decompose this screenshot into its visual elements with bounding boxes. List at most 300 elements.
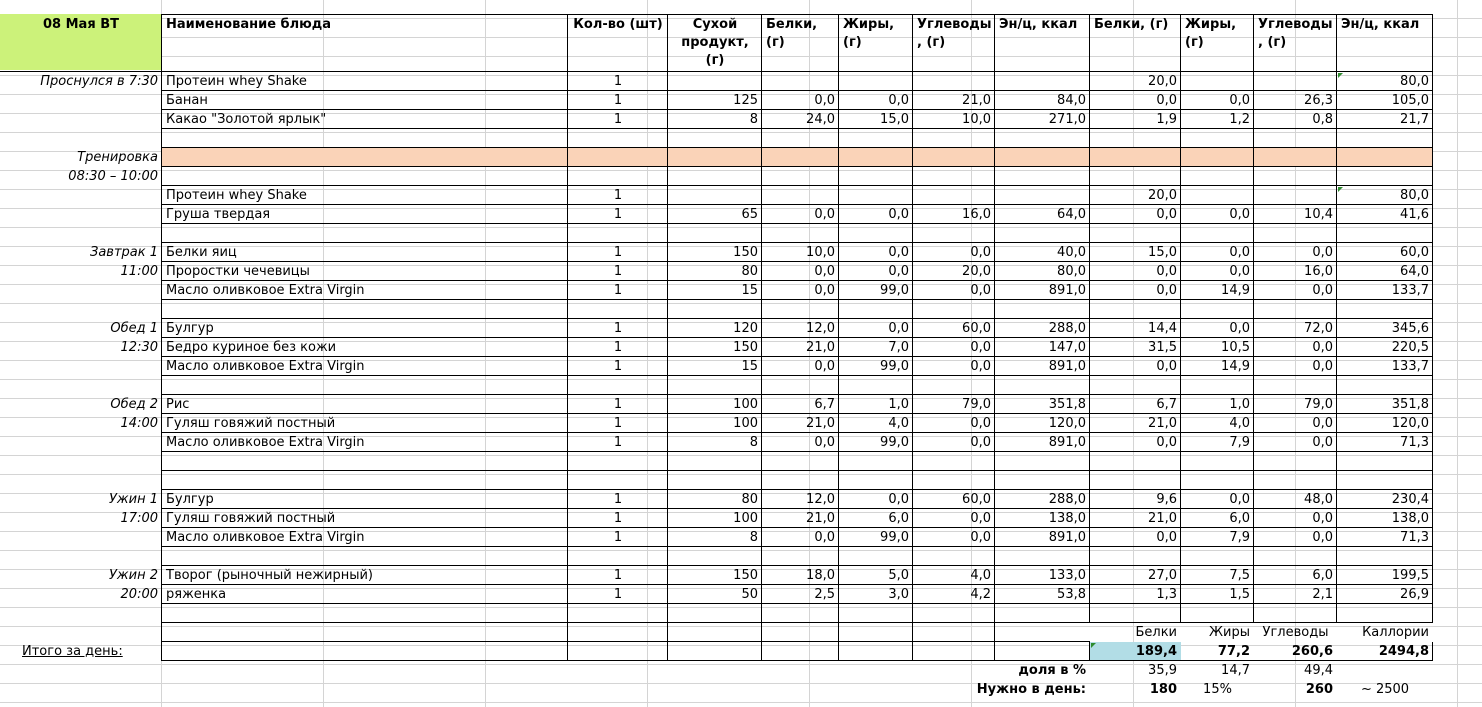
cell-p[interactable]: 0,0	[814, 264, 835, 279]
cell-label[interactable]: Обед 2	[110, 397, 158, 412]
cell-e[interactable]: 120,0	[1048, 416, 1086, 431]
cell-p[interactable]: 18,0	[806, 568, 835, 583]
cell-e[interactable]	[995, 167, 1090, 186]
cell-label[interactable]	[0, 224, 162, 243]
cell-p[interactable]	[762, 376, 839, 395]
cell-tc[interactable]	[1254, 186, 1337, 205]
cell-tp[interactable]: 0,0	[1156, 207, 1177, 222]
cell-te[interactable]: 26,9	[1400, 587, 1429, 602]
cell-tp[interactable]	[1090, 129, 1181, 148]
cell-label[interactable]	[0, 357, 162, 376]
cell-e[interactable]: 80,0	[1057, 264, 1086, 279]
cell-f[interactable]: 7,0	[888, 340, 909, 355]
cell-tp[interactable]: 20,0	[1148, 74, 1177, 89]
cell-label[interactable]	[0, 91, 162, 110]
cell-c[interactable]: 21,0	[962, 93, 991, 108]
cell-tf[interactable]: 14,9	[1221, 359, 1250, 374]
cell-dish[interactable]: Банан	[166, 93, 208, 108]
cell-te[interactable]: 138,0	[1391, 511, 1429, 526]
cell-f[interactable]: 6,0	[888, 511, 909, 526]
cell-dish[interactable]	[162, 129, 568, 148]
cell-p[interactable]	[762, 148, 839, 167]
total-carbs[interactable]: 260,6	[1291, 644, 1333, 659]
cell-te[interactable]: 80,0	[1400, 188, 1429, 203]
cell-p[interactable]: 21,0	[806, 416, 835, 431]
cell-dish[interactable]	[162, 224, 568, 243]
cell-dish[interactable]: Рис	[166, 397, 190, 412]
header-dry[interactable]: Сухой продукт, (г)	[681, 17, 749, 68]
cell-f[interactable]	[839, 224, 913, 243]
cell-c[interactable]: 60,0	[962, 321, 991, 336]
cell-tf[interactable]: 7,9	[1229, 530, 1250, 545]
cell-qty[interactable]: 1	[613, 511, 623, 526]
cell-p[interactable]: 0,0	[814, 435, 835, 450]
cell-qty[interactable]: 1	[613, 283, 623, 298]
cell-te[interactable]: 133,7	[1391, 283, 1429, 298]
cell-dry[interactable]: 50	[741, 587, 758, 602]
cell-te[interactable]: 21,7	[1400, 112, 1429, 127]
cell-tc[interactable]: 0,8	[1312, 112, 1333, 127]
cell-tp[interactable]: 20,0	[1148, 188, 1177, 203]
cell-e[interactable]	[995, 186, 1090, 205]
cell-tc[interactable]: 48,0	[1304, 492, 1333, 507]
cell-qty[interactable]: 1	[613, 530, 623, 545]
cell-f[interactable]: 0,0	[888, 492, 909, 507]
cell-qty[interactable]: 1	[613, 397, 623, 412]
cell-label[interactable]	[0, 281, 162, 300]
cell-dry[interactable]	[668, 186, 762, 205]
cell-f[interactable]	[839, 148, 913, 167]
cell-qty[interactable]: 1	[613, 492, 623, 507]
cell-label[interactable]: 08:30 – 10:00	[68, 169, 158, 184]
header-tc[interactable]: Углеводы , (г)	[1258, 17, 1333, 50]
cell-tf[interactable]	[1181, 471, 1254, 490]
cell-label[interactable]	[0, 547, 162, 566]
cell-tp[interactable]: 1,9	[1156, 112, 1177, 127]
cell-tp[interactable]: 0,0	[1156, 93, 1177, 108]
cell-tc[interactable]: 0,0	[1312, 530, 1333, 545]
cell-tf[interactable]	[1181, 129, 1254, 148]
cell-tp[interactable]: 15,0	[1148, 245, 1177, 260]
cell-dry[interactable]: 120	[733, 321, 758, 336]
cell-tp[interactable]	[1090, 224, 1181, 243]
cell-c[interactable]	[913, 547, 995, 566]
cell-dish[interactable]	[162, 604, 568, 623]
cell-e[interactable]	[995, 72, 1090, 91]
cell-te[interactable]: 133,7	[1391, 359, 1429, 374]
cell-dry[interactable]: 150	[733, 245, 758, 260]
cell-label[interactable]: 12:30	[120, 340, 158, 355]
cell-e[interactable]	[995, 471, 1090, 490]
cell-dry[interactable]	[668, 224, 762, 243]
cell-qty[interactable]: 1	[613, 321, 623, 336]
cell-tc[interactable]	[1254, 471, 1337, 490]
cell-tf[interactable]	[1181, 148, 1254, 167]
cell-dry[interactable]	[668, 300, 762, 319]
cell-c[interactable]: 16,0	[962, 207, 991, 222]
cell-label[interactable]: 20:00	[120, 587, 158, 602]
cell-te[interactable]: 64,0	[1400, 264, 1429, 279]
cell-e[interactable]	[995, 452, 1090, 471]
cell-te[interactable]	[1337, 129, 1433, 148]
cell-qty[interactable]	[568, 376, 668, 395]
cell-tp[interactable]: 0,0	[1156, 264, 1177, 279]
cell-tf[interactable]: 6,0	[1229, 511, 1250, 526]
cell-f[interactable]: 4,0	[888, 416, 909, 431]
cell-f[interactable]	[839, 547, 913, 566]
cell-p[interactable]	[762, 129, 839, 148]
cell-tp[interactable]	[1090, 452, 1181, 471]
header-f[interactable]: Жиры, (г)	[843, 17, 895, 50]
cell-p[interactable]: 24,0	[806, 112, 835, 127]
cell-tp[interactable]: 0,0	[1156, 435, 1177, 450]
cell-tf[interactable]: 4,0	[1229, 416, 1250, 431]
cell-e[interactable]: 891,0	[1048, 530, 1086, 545]
cell-dry[interactable]	[668, 604, 762, 623]
cell-tf[interactable]	[1181, 604, 1254, 623]
cell-dry[interactable]: 8	[749, 112, 758, 127]
cell-tf[interactable]	[1181, 167, 1254, 186]
cell-f[interactable]: 0,0	[888, 321, 909, 336]
cell-tp[interactable]	[1090, 471, 1181, 490]
cell-label[interactable]	[0, 452, 162, 471]
cell-e[interactable]: 138,0	[1048, 511, 1086, 526]
cell-tp[interactable]	[1090, 376, 1181, 395]
cell-dry[interactable]: 125	[733, 93, 758, 108]
cell-qty[interactable]: 1	[613, 74, 623, 89]
cell-f[interactable]: 1,0	[888, 397, 909, 412]
cell-p[interactable]	[762, 300, 839, 319]
cell-p[interactable]	[762, 471, 839, 490]
cell-te[interactable]	[1337, 300, 1433, 319]
cell-label[interactable]	[0, 205, 162, 224]
cell-p[interactable]	[762, 72, 839, 91]
cell-e[interactable]	[995, 224, 1090, 243]
cell-e[interactable]: 891,0	[1048, 283, 1086, 298]
cell-label[interactable]	[0, 129, 162, 148]
cell-tf[interactable]: 0,0	[1229, 207, 1250, 222]
need-carbs[interactable]: 260	[1305, 682, 1333, 697]
cell-qty[interactable]: 1	[613, 416, 623, 431]
cell-c[interactable]: 79,0	[962, 397, 991, 412]
cell-c[interactable]: 0,0	[970, 435, 991, 450]
cell-p[interactable]: 0,0	[814, 93, 835, 108]
cell-dry[interactable]: 8	[749, 435, 758, 450]
cell-tc[interactable]	[1254, 129, 1337, 148]
cell-tf[interactable]: 7,9	[1229, 435, 1250, 450]
cell-tf[interactable]	[1181, 186, 1254, 205]
header-e[interactable]: Эн/ц, ккал	[999, 17, 1078, 32]
cell-dry[interactable]	[668, 547, 762, 566]
cell-te[interactable]	[1337, 167, 1433, 186]
cell-dry[interactable]	[668, 376, 762, 395]
cell-dish[interactable]: Масло оливковое Extra Virgin	[166, 283, 365, 298]
cell-tc[interactable]: 26,3	[1304, 93, 1333, 108]
header-dish[interactable]: Наименование блюда	[166, 17, 332, 32]
cell-c[interactable]: 60,0	[962, 492, 991, 507]
cell-tp[interactable]	[1090, 300, 1181, 319]
cell-qty[interactable]: 1	[613, 587, 623, 602]
cell-te[interactable]: 345,6	[1391, 321, 1429, 336]
header-tf[interactable]: Жиры, (г)	[1185, 17, 1237, 50]
need-calories[interactable]: ~ 2500	[1360, 682, 1410, 697]
cell-e[interactable]: 147,0	[1048, 340, 1086, 355]
cell-tf[interactable]: 14,9	[1221, 283, 1250, 298]
cell-c[interactable]	[913, 129, 995, 148]
cell-tc[interactable]	[1254, 604, 1337, 623]
cell-tp[interactable]: 31,5	[1148, 340, 1177, 355]
cell-c[interactable]: 0,0	[970, 340, 991, 355]
cell-label[interactable]	[0, 528, 162, 547]
header-tp[interactable]: Белки, (г)	[1094, 17, 1169, 32]
cell-te[interactable]: 60,0	[1400, 245, 1429, 260]
cell-tp[interactable]	[1090, 148, 1181, 167]
cell-tp[interactable]: 21,0	[1148, 511, 1177, 526]
need-fat[interactable]: 15%	[1203, 682, 1232, 697]
cell-c[interactable]	[913, 300, 995, 319]
cell-te[interactable]: 80,0	[1400, 74, 1429, 89]
cell-dish[interactable]: Масло оливковое Extra Virgin	[166, 435, 365, 450]
cell-label[interactable]	[0, 604, 162, 623]
cell-qty[interactable]: 1	[613, 188, 623, 203]
cell-c[interactable]	[913, 186, 995, 205]
cell-tc[interactable]	[1254, 148, 1337, 167]
cell-p[interactable]	[762, 167, 839, 186]
cell-dish[interactable]: Груша твердая	[166, 207, 271, 222]
cell-dish[interactable]: Какао "Золотой ярлык"	[166, 112, 327, 127]
cell-tp[interactable]: 0,0	[1156, 283, 1177, 298]
cell-tf[interactable]	[1181, 72, 1254, 91]
cell-e[interactable]: 288,0	[1048, 321, 1086, 336]
cell-qty[interactable]: 1	[613, 435, 623, 450]
cell-f[interactable]: 99,0	[880, 530, 909, 545]
cell-tf[interactable]: 1,5	[1229, 587, 1250, 602]
cell-f[interactable]: 0,0	[888, 264, 909, 279]
cell-dry[interactable]: 65	[741, 207, 758, 222]
header-qty[interactable]: Кол-во (шт)	[573, 17, 663, 32]
total-fat[interactable]: 77,2	[1217, 644, 1250, 659]
share-protein[interactable]: 35,9	[1148, 663, 1177, 678]
cell-tc[interactable]	[1254, 224, 1337, 243]
cell-dry[interactable]: 15	[741, 359, 758, 374]
cell-tf[interactable]: 0,0	[1229, 264, 1250, 279]
header-te[interactable]: Эн/ц, ккал	[1341, 17, 1420, 32]
cell-label[interactable]: Ужин 1	[109, 492, 158, 507]
cell-c[interactable]	[913, 471, 995, 490]
cell-dish[interactable]	[162, 167, 568, 186]
cell-p[interactable]: 21,0	[806, 511, 835, 526]
cell-dry[interactable]: 80	[741, 492, 758, 507]
cell-c[interactable]: 4,0	[970, 568, 991, 583]
cell-tc[interactable]: 0,0	[1312, 435, 1333, 450]
cell-qty[interactable]	[568, 148, 668, 167]
cell-tc[interactable]: 2,1	[1312, 587, 1333, 602]
cell-te[interactable]: 351,8	[1391, 397, 1429, 412]
cell-qty[interactable]	[568, 471, 668, 490]
cell-dish[interactable]	[162, 300, 568, 319]
cell-tp[interactable]: 0,0	[1156, 359, 1177, 374]
cell-dish[interactable]	[162, 148, 568, 167]
cell-te[interactable]: 199,5	[1391, 568, 1429, 583]
cell-dry[interactable]	[668, 129, 762, 148]
cell-tc[interactable]: 72,0	[1304, 321, 1333, 336]
cell-tp[interactable]: 6,7	[1156, 397, 1177, 412]
cell-tp[interactable]: 14,4	[1148, 321, 1177, 336]
cell-c[interactable]	[913, 167, 995, 186]
cell-e[interactable]: 53,8	[1057, 587, 1086, 602]
cell-tc[interactable]: 0,0	[1312, 359, 1333, 374]
cell-f[interactable]	[839, 129, 913, 148]
cell-dish[interactable]: Гуляш говяжий постный	[166, 416, 336, 431]
cell-tc[interactable]: 0,0	[1312, 340, 1333, 355]
cell-tp[interactable]: 27,0	[1148, 568, 1177, 583]
cell-c[interactable]	[913, 72, 995, 91]
cell-dry[interactable]: 8	[749, 530, 758, 545]
cell-dish[interactable]: Творог (рыночный нежирный)	[166, 568, 373, 583]
cell-qty[interactable]	[568, 129, 668, 148]
cell-p[interactable]: 0,0	[814, 530, 835, 545]
cell-dish[interactable]: Масло оливковое Extra Virgin	[166, 530, 365, 545]
cell-e[interactable]	[995, 604, 1090, 623]
cell-qty[interactable]	[568, 224, 668, 243]
cell-tf[interactable]	[1181, 224, 1254, 243]
cell-c[interactable]	[913, 224, 995, 243]
cell-dry[interactable]	[668, 148, 762, 167]
cell-tc[interactable]: 0,0	[1312, 283, 1333, 298]
cell-tc[interactable]: 0,0	[1312, 245, 1333, 260]
cell-tc[interactable]: 0,0	[1312, 416, 1333, 431]
cell-dry[interactable]: 150	[733, 568, 758, 583]
cell-te[interactable]: 71,3	[1400, 530, 1429, 545]
cell-tp[interactable]	[1090, 604, 1181, 623]
cell-dry[interactable]: 100	[733, 416, 758, 431]
cell-tc[interactable]: 16,0	[1304, 264, 1333, 279]
cell-dish[interactable]: Масло оливковое Extra Virgin	[166, 359, 365, 374]
cell-c[interactable]: 0,0	[970, 245, 991, 260]
cell-p[interactable]: 6,7	[814, 397, 835, 412]
cell-qty[interactable]: 1	[613, 112, 623, 127]
cell-f[interactable]	[839, 300, 913, 319]
cell-dish[interactable]: Булгур	[166, 492, 214, 507]
total-calories[interactable]: 2494,8	[1378, 644, 1429, 659]
cell-f[interactable]: 99,0	[880, 359, 909, 374]
cell-dry[interactable]	[668, 471, 762, 490]
cell-qty[interactable]: 1	[613, 568, 623, 583]
cell-label[interactable]: 17:00	[120, 511, 158, 526]
cell-label[interactable]	[0, 433, 162, 452]
cell-c[interactable]: 10,0	[962, 112, 991, 127]
cell-p[interactable]: 2,5	[814, 587, 835, 602]
cell-te[interactable]: 120,0	[1391, 416, 1429, 431]
cell-tf[interactable]: 10,5	[1221, 340, 1250, 355]
cell-p[interactable]: 12,0	[806, 321, 835, 336]
cell-qty[interactable]	[568, 547, 668, 566]
cell-c[interactable]: 0,0	[970, 511, 991, 526]
cell-dry[interactable]: 100	[733, 511, 758, 526]
cell-label[interactable]	[0, 300, 162, 319]
cell-p[interactable]: 10,0	[806, 245, 835, 260]
cell-e[interactable]: 351,8	[1048, 397, 1086, 412]
cell-tf[interactable]	[1181, 376, 1254, 395]
cell-e[interactable]: 891,0	[1048, 359, 1086, 374]
cell-dry[interactable]: 100	[733, 397, 758, 412]
cell-dish[interactable]: Протеин whey Shake	[166, 188, 307, 203]
cell-tf[interactable]	[1181, 300, 1254, 319]
cell-p[interactable]	[762, 452, 839, 471]
cell-c[interactable]	[913, 604, 995, 623]
cell-e[interactable]: 891,0	[1048, 435, 1086, 450]
cell-c[interactable]	[913, 452, 995, 471]
cell-tf[interactable]: 1,2	[1229, 112, 1250, 127]
cell-label[interactable]	[0, 186, 162, 205]
cell-te[interactable]	[1337, 148, 1433, 167]
cell-te[interactable]	[1337, 224, 1433, 243]
cell-f[interactable]: 5,0	[888, 568, 909, 583]
cell-qty[interactable]	[568, 604, 668, 623]
cell-te[interactable]	[1337, 604, 1433, 623]
share-fat[interactable]: 14,7	[1221, 663, 1250, 678]
cell-qty[interactable]: 1	[613, 340, 623, 355]
cell-p[interactable]: 0,0	[814, 283, 835, 298]
cell-qty[interactable]	[568, 300, 668, 319]
cell-p[interactable]: 21,0	[806, 340, 835, 355]
cell-dish[interactable]	[162, 376, 568, 395]
cell-e[interactable]	[995, 148, 1090, 167]
cell-tf[interactable]	[1181, 547, 1254, 566]
cell-e[interactable]	[995, 547, 1090, 566]
cell-dish[interactable]: Протеин whey Shake	[166, 74, 307, 89]
cell-dish[interactable]	[162, 471, 568, 490]
cell-e[interactable]: 64,0	[1057, 207, 1086, 222]
cell-c[interactable]: 0,0	[970, 530, 991, 545]
header-c[interactable]: Углеводы , (г)	[917, 17, 992, 50]
cell-qty[interactable]: 1	[613, 359, 623, 374]
cell-e[interactable]: 271,0	[1048, 112, 1086, 127]
share-carbs[interactable]: 49,4	[1304, 663, 1333, 678]
cell-te[interactable]: 105,0	[1391, 93, 1429, 108]
cell-p[interactable]: 12,0	[806, 492, 835, 507]
cell-f[interactable]	[839, 604, 913, 623]
cell-f[interactable]	[839, 167, 913, 186]
cell-f[interactable]: 15,0	[880, 112, 909, 127]
header-p[interactable]: Белки, (г)	[766, 17, 818, 50]
cell-dry[interactable]	[668, 452, 762, 471]
cell-te[interactable]	[1337, 376, 1433, 395]
cell-label[interactable]	[0, 110, 162, 129]
cell-tc[interactable]: 6,0	[1312, 568, 1333, 583]
cell-tc[interactable]: 79,0	[1304, 397, 1333, 412]
cell-qty[interactable]: 1	[613, 264, 623, 279]
cell-tp[interactable]: 0,0	[1156, 530, 1177, 545]
cell-te[interactable]: 71,3	[1400, 435, 1429, 450]
cell-e[interactable]: 133,0	[1048, 568, 1086, 583]
cell-label[interactable]: Тренировка	[77, 150, 158, 165]
cell-tc[interactable]: 0,0	[1312, 511, 1333, 526]
cell-qty[interactable]: 1	[613, 93, 623, 108]
cell-dish[interactable]: Белки яиц	[166, 245, 237, 260]
cell-dish[interactable]	[162, 547, 568, 566]
cell-f[interactable]: 99,0	[880, 283, 909, 298]
cell-te[interactable]: 230,4	[1391, 492, 1429, 507]
cell-dry[interactable]: 80	[741, 264, 758, 279]
cell-c[interactable]: 0,0	[970, 359, 991, 374]
cell-dish[interactable]: Гуляш говяжий постный	[166, 511, 336, 526]
cell-tp[interactable]	[1090, 167, 1181, 186]
cell-tp[interactable]: 21,0	[1148, 416, 1177, 431]
cell-e[interactable]	[995, 300, 1090, 319]
cell-dish[interactable]: ряженка	[166, 587, 227, 602]
cell-c[interactable]: 20,0	[962, 264, 991, 279]
